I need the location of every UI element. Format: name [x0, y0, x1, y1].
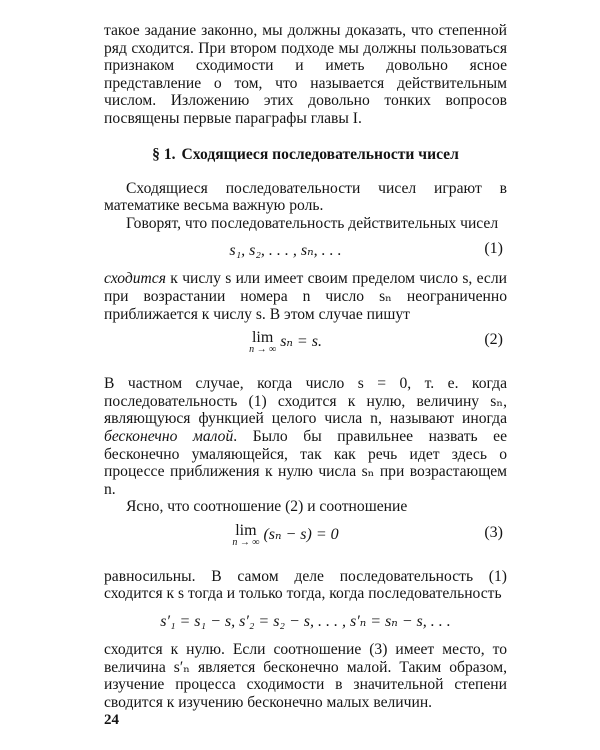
paragraph-7: сходится к нулю. Если соотношение (3) имеет место, то величина s′ₙ является бесконечно малой. Таким образом, изучение процесса сходимости в значительной степени сводится к изучению бесконечно малых величин.	[104, 641, 507, 711]
paragraph-1: Сходящиеся последовательности чисел играют в математике весьма важную роль.	[104, 179, 507, 215]
paragraph-4	[104, 375, 507, 498]
equation-2-body: sₙ = s.	[276, 333, 322, 351]
equation-3-lim: lim	[235, 521, 257, 539]
intro-paragraph: такое задание законно, мы должны доказать, что степенной ряд сходится. При втором подходе мы должны пользоваться признаком сходимости и иметь довольно ясное представление о том, что называется действительным числом. Изложению этих довольно тонких вопросов посвящены первые параграфы главы I.	[104, 22, 507, 127]
equation-2-limit-subscript: n → ∞	[249, 344, 277, 356]
paragraph-5: Ясно, что соотношение (2) и соотношение	[126, 498, 408, 516]
equation-2-lim: lim	[251, 329, 274, 347]
paragraph-4-part-a: В частном случае, когда число s = 0, т. е. когда последовательность (1) сходится к нулю, величину sₙ, являющуюся функцией целого числа n, называют иногда	[104, 375, 507, 428]
paragraph-3-rest: к числу s или имеет своим пределом число s, если при возрастании номера n число sₙ неограниченно приближается к числу s. В этом случае пишут	[104, 270, 507, 323]
paragraph-6: равносильны. В самом деле последовательность (1) сходится к s тогда и только тогда, когда последовательность	[104, 567, 507, 603]
section-title: Сходящиеся последовательности чисел	[181, 145, 459, 163]
term-converges: сходится	[104, 270, 166, 288]
paragraph-2: Говорят, что последовательность действительных чисел	[126, 214, 499, 232]
text-column	[104, 22, 507, 711]
equation-1-number: (1)	[484, 240, 503, 258]
equation-4	[104, 607, 507, 637]
paragraph-4-part-b: . Было бы правильнее назвать ее бесконечно умаляющейся, так как речь идет здесь о процессе приближения к нулю числа sₙ при возрастающем n.	[104, 427, 507, 498]
section-mark: § 1.	[152, 145, 176, 163]
equation-2	[104, 327, 507, 371]
equation-2-number: (2)	[484, 331, 503, 349]
equation-1-body: s₁, s₂, . . . , sₙ, . . .	[229, 242, 342, 260]
page-number: 24	[104, 712, 119, 728]
section-heading	[104, 146, 507, 164]
equation-3-body: (sₙ − s) = 0	[259, 525, 339, 543]
paragraph-3	[104, 270, 507, 323]
equation-3-number: (3)	[484, 523, 503, 541]
equation-4-body: s′₁ = s₁ − s, s′₂ = s₂ − s, . . . , s′ₙ = sₙ − s, . . .	[160, 613, 451, 631]
term-infinitesimal: бесконечно малой	[104, 427, 234, 445]
equation-3-limit-subscript: n → ∞	[232, 536, 260, 548]
equation-1	[104, 236, 507, 266]
equation-3	[104, 520, 507, 564]
